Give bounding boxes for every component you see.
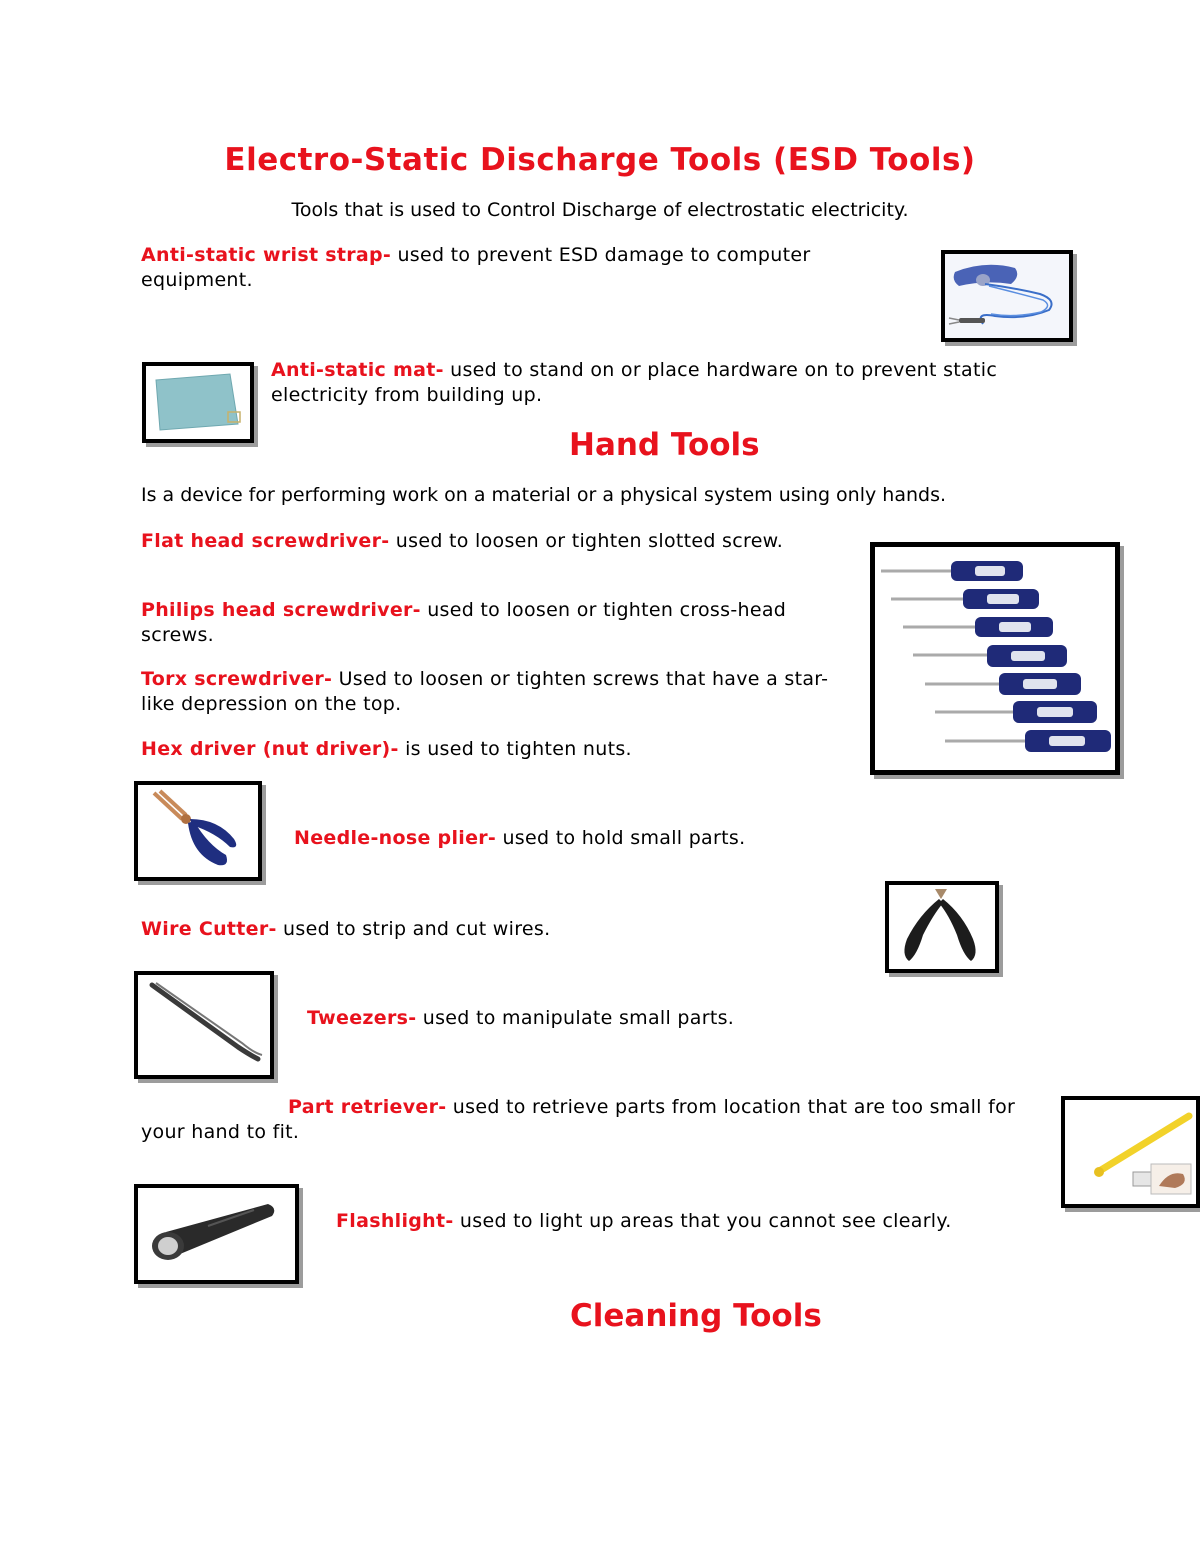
esd-intro: Tools that is used to Control Discharge of electrostatic electricity. bbox=[291, 199, 909, 221]
flashlight-item bbox=[336, 1209, 1056, 1234]
hex-driver-desc: is used to tighten nuts. bbox=[398, 738, 632, 760]
tweezers-image bbox=[134, 971, 274, 1079]
torx-item bbox=[141, 667, 841, 717]
wrist-strap-term: Anti-static wrist strap- bbox=[141, 244, 392, 266]
needle-nose-plier-item bbox=[294, 826, 994, 851]
anti-static-mat-item bbox=[271, 358, 1031, 408]
part-retriever-desc: used to retrieve parts from location that are too small for your hand to fit. bbox=[141, 1096, 1016, 1143]
flat-head-desc: used to loosen or tighten slotted screw. bbox=[389, 530, 784, 552]
needle-nose-plier-desc: used to hold small parts. bbox=[496, 827, 746, 849]
part-retriever-term: Part retriever- bbox=[288, 1096, 447, 1118]
wire-cutter-term: Wire Cutter- bbox=[141, 918, 277, 940]
flashlight-image bbox=[134, 1184, 299, 1284]
hex-driver-item bbox=[141, 737, 841, 762]
tweezers-desc: used to manipulate small parts. bbox=[416, 1007, 735, 1029]
wire-cutter-desc: used to strip and cut wires. bbox=[276, 918, 551, 940]
needle-nose-plier-term: Needle-nose plier- bbox=[294, 827, 497, 849]
philips-term: Philips head screwdriver- bbox=[141, 599, 421, 621]
anti-static-mat-desc: used to stand on or place hardware on to prevent static electricity from building up. bbox=[271, 359, 998, 406]
cleaning-tools-heading: Cleaning Tools bbox=[570, 1298, 822, 1334]
torx-term: Torx screwdriver- bbox=[141, 668, 333, 690]
wrist-strap-image bbox=[941, 250, 1073, 342]
flat-head-term: Flat head screwdriver- bbox=[141, 530, 390, 552]
hand-tools-heading: Hand Tools bbox=[569, 427, 760, 463]
anti-static-mat-term: Anti-static mat- bbox=[271, 359, 444, 381]
anti-static-mat-image bbox=[142, 362, 254, 443]
wrist-strap-desc: used to prevent ESD damage to computer equipment. bbox=[141, 244, 811, 291]
wire-cutter-image bbox=[885, 881, 999, 973]
part-retriever-image bbox=[1061, 1096, 1200, 1208]
hand-tools-intro: Is a device for performing work on a material or a physical system using only hands. bbox=[141, 484, 947, 506]
wire-cutter-item bbox=[141, 917, 841, 942]
hex-driver-term: Hex driver (nut driver)- bbox=[141, 738, 399, 760]
wrist-strap-item bbox=[141, 243, 901, 293]
page-title: Electro-Static Discharge Tools (ESD Tools) bbox=[224, 142, 976, 178]
tweezers-term: Tweezers- bbox=[307, 1007, 417, 1029]
screwdriver-set-image bbox=[870, 542, 1120, 775]
tweezers-item bbox=[307, 1006, 1007, 1031]
needle-nose-plier-image bbox=[134, 781, 262, 881]
torx-desc: Used to loosen or tighten screws that have a star-like depression on the top. bbox=[141, 668, 829, 715]
flat-head-item bbox=[141, 529, 801, 554]
flashlight-desc: used to light up areas that you cannot see clearly. bbox=[453, 1210, 952, 1232]
philips-item bbox=[141, 598, 821, 648]
part-retriever-item bbox=[141, 1095, 1021, 1145]
flashlight-term: Flashlight- bbox=[336, 1210, 454, 1232]
philips-desc: used to loosen or tighten cross-head screws. bbox=[141, 599, 787, 646]
